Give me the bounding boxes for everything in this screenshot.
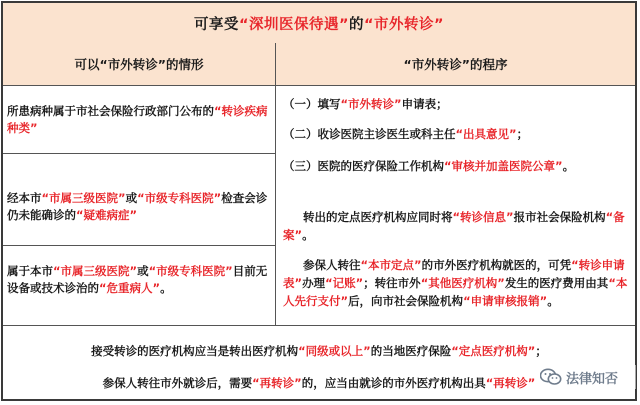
- situation-2-text-a: 经本市: [7, 191, 42, 205]
- watermark: [540, 365, 636, 389]
- step-payment-text-c: 的市外医疗机构就医的，可凭: [421, 258, 572, 272]
- step-payment-text-i: 发生的医疗费用由其: [504, 276, 609, 290]
- row-divider: [3, 153, 275, 154]
- situation-3-text-e: 目前无设备或技术诊治的: [7, 264, 268, 295]
- step-2-highlight: “出具意见”: [455, 127, 517, 141]
- step-filing-text-a: 转出的定点医疗机构应同时将: [303, 210, 453, 224]
- step-payment-text-e: 办理: [302, 276, 326, 290]
- footer-1-highlight-b: “同级或以上”: [298, 344, 371, 358]
- step-payment-text-k: 后，向市社会保险机构: [348, 294, 464, 308]
- step-payment-text-g: ；转往市外: [363, 276, 421, 290]
- step-3: [283, 157, 633, 175]
- situation-2-text-e: 检查会诊仍未能确诊的: [7, 191, 268, 222]
- row-divider: [3, 245, 275, 246]
- step-filing-highlight-d: “备案”: [283, 210, 625, 242]
- title-highlight-referral: “市外转诊”: [364, 16, 445, 33]
- footer-2-highlight-b: “再转诊”: [252, 376, 302, 390]
- step-payment-text-a: 参保人转往: [303, 258, 361, 272]
- footer-1-highlight-d: “定点医疗机构”: [451, 344, 536, 358]
- footer-divider: [3, 325, 635, 326]
- step-3-text: （三）医院的医疗保险工作机构: [283, 159, 444, 173]
- situation-3-highlight-d: “市级专科医院”: [148, 264, 233, 278]
- step-2-text: （二）收诊医院主诊医生或科主任: [283, 127, 456, 141]
- policy-table: [1, 1, 637, 401]
- step-1-text-end: 申请表；: [401, 97, 448, 111]
- table-title: [3, 3, 635, 44]
- step-payment-highlight-l: “申请审核报销”: [463, 294, 548, 308]
- situation-3: [3, 263, 275, 297]
- header-situations: [3, 43, 276, 86]
- header-procedure-label: “市外转诊”的程序: [403, 57, 508, 72]
- step-payment-highlight-f: “记账”: [325, 276, 364, 290]
- header-situations-label: 可以“市外转诊”的情形: [74, 57, 204, 72]
- footer-1-text-a: 接受转诊的医疗机构应当是转出医疗机构: [91, 344, 299, 358]
- situation-3-highlight-b: “市属三级医院”: [53, 264, 138, 278]
- step-payment-paragraph: [283, 256, 633, 310]
- situation-2-highlight-b: “市属三级医院”: [41, 191, 126, 205]
- situation-3-text-g: 。: [160, 281, 172, 295]
- footer-1-text-e: ；: [535, 344, 547, 358]
- title-highlight-benefit: “深圳医保待遇”: [238, 16, 349, 33]
- situation-2-highlight-f: “疑难病症”: [76, 208, 138, 222]
- situation-2: [3, 190, 275, 224]
- situation-3-text-c: 或: [137, 264, 149, 278]
- step-filing-text-c: 报市社会保险机构: [513, 210, 606, 224]
- footer-1-text-c: 的当地医疗保险: [370, 344, 452, 358]
- footer-2-highlight-d: “再转诊”: [485, 376, 536, 390]
- step-2-text-end: ；: [516, 127, 529, 141]
- situation-1-highlight: “转诊疾病种类”: [7, 104, 268, 135]
- step-payment-highlight-j: “本人先行支付”: [283, 276, 628, 308]
- footer-line-1: [3, 343, 635, 359]
- footer-2-text-a: 参保人转往市外就诊后，需要: [102, 376, 253, 390]
- watermark-text: 法律知否: [566, 371, 619, 387]
- situation-3-highlight-f: “危重病人”: [99, 281, 161, 295]
- step-filing-highlight-b: “转诊信息”: [452, 210, 514, 224]
- situation-1: [3, 103, 275, 137]
- step-1: [283, 95, 633, 113]
- step-payment-text-m: 。: [547, 294, 559, 308]
- step-payment-highlight-d: “转诊申请表”: [283, 258, 625, 290]
- step-1-text: （一）填写: [283, 97, 341, 111]
- step-filing-text-e: 。: [302, 228, 314, 242]
- step-1-highlight: “市外转诊”: [340, 97, 402, 111]
- wechat-icon: [540, 368, 562, 386]
- step-2: [283, 125, 633, 143]
- step-filing-paragraph: [283, 208, 633, 244]
- situation-2-highlight-d: “市级专科医院”: [137, 191, 222, 205]
- situation-3-text-a: 属于本市: [7, 264, 53, 278]
- footer-2-text-c: 的，应当由就诊的市外医疗机构出具: [301, 376, 486, 390]
- header-procedure: [276, 43, 635, 86]
- column-divider: [275, 85, 276, 325]
- step-3-text-end: 。: [562, 159, 575, 173]
- step-payment-highlight-h: “其他医疗机构”: [420, 276, 505, 290]
- step-3-highlight: “审核并加盖医院公章”: [444, 159, 563, 173]
- title-text-mid: 的: [349, 16, 364, 33]
- step-payment-highlight-b: “本市定点”: [360, 258, 422, 272]
- title-text: 可享受: [193, 16, 239, 33]
- situation-2-text-c: 或: [125, 191, 138, 205]
- situation-1-text: 所患病种属于市社会保险行政部门公布的: [7, 104, 214, 118]
